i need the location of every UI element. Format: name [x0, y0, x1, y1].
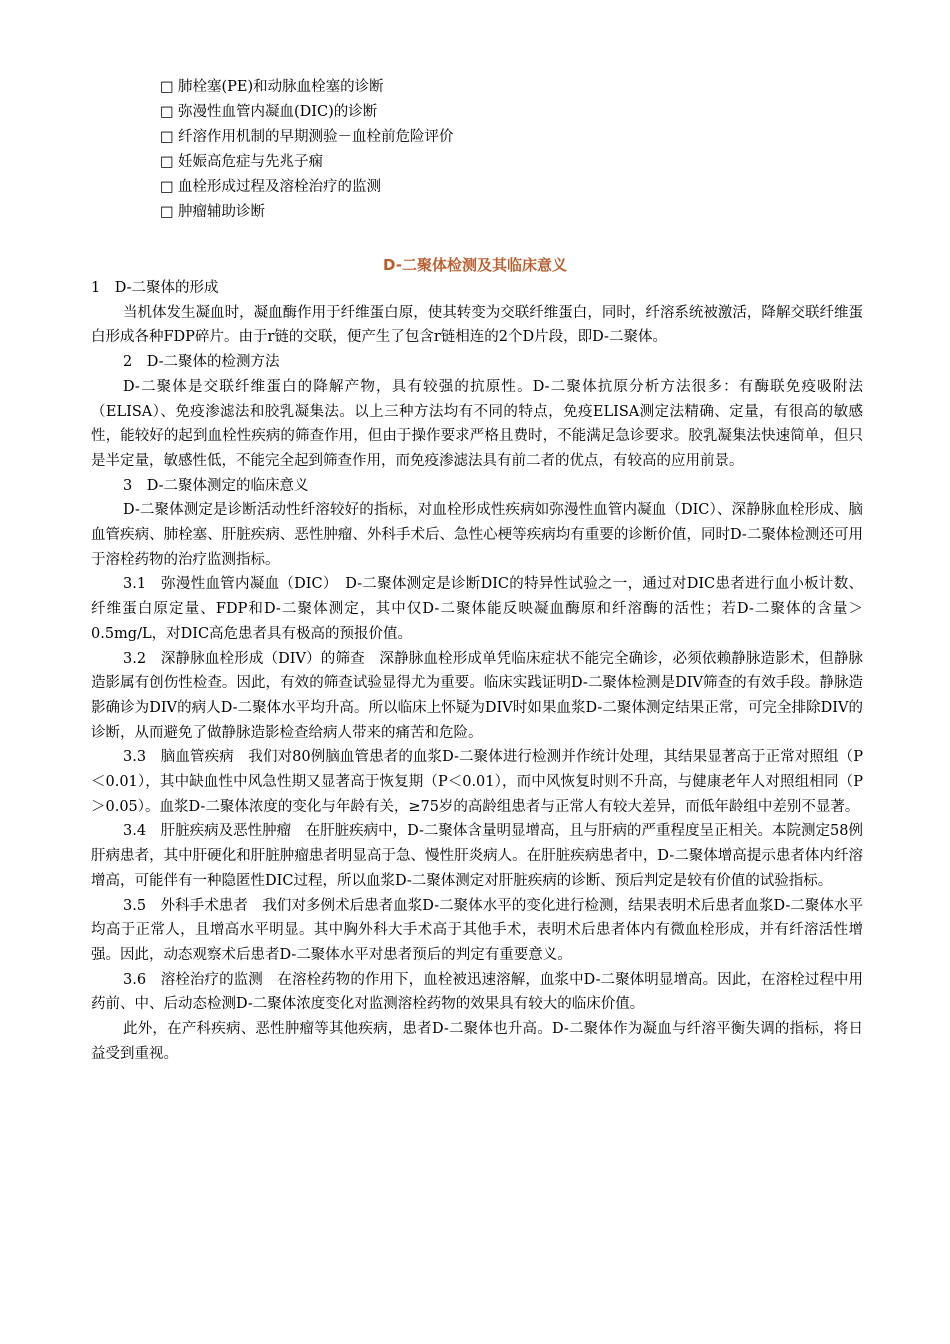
list-item: [160, 125, 454, 150]
checkbox-icon: □: [160, 79, 174, 95]
indication-list: [160, 75, 454, 225]
list-item: [160, 200, 454, 225]
section-1-paragraph: 当机体发生凝血时，凝血酶作用于纤维蛋白原，使其转变为交联纤维蛋白，同时，纤溶系统被激活，降解交联纤维蛋白形成各种FDP碎片。由于r链的交联，便产生了包含r链相连的2个D片段，即D-二聚体。: [91, 304, 863, 346]
section-3-heading: 3 D-二聚体测定的临床意义: [123, 477, 309, 494]
list-item-text: 妊娠高危症与先兆子痫: [178, 154, 323, 170]
article-body: [91, 276, 863, 1067]
section-2-paragraph: D-二聚体是交联纤维蛋白的降解产物，具有较强的抗原性。D-二聚体抗原分析方法很多：有酶联免疫吸附法（ELISA）、免疫渗滤法和胶乳凝集法。以上三种方法均有不同的特点，免疫ELISA测定法精确、定量，有很高的敏感性，能较好的起到血栓性疾病的筛查作用，但由于操作要求严格且费时，不能满足急诊要求。胶乳凝集法快速简单，但只是半定量，敏感性低，不能完全起到筛查作用，而免疫渗滤法具有前二者的优点，有较高的应用前景。: [91, 378, 863, 469]
section-3-6-paragraph: 3.6 溶栓治疗的监测 在溶栓药物的作用下，血栓被迅速溶解，血浆中D-二聚体明显增高。因此，在溶栓过程中用药前、中、后动态检测D-二聚体浓度变化对监测溶栓药物的效果具有较大的临床价值。: [91, 971, 863, 1013]
list-item-text: 肿瘤辅助诊断: [178, 204, 265, 220]
checkbox-icon: □: [160, 204, 174, 220]
checkbox-icon: □: [160, 179, 174, 195]
list-item-text: 肺栓塞(PE)和动脉血栓塞的诊断: [178, 79, 384, 95]
checkbox-icon: □: [160, 129, 174, 145]
section-1-heading: 1 D-二聚体的形成: [91, 280, 219, 296]
section-3-1-paragraph: 3.1 弥漫性血管内凝血（DIC） D-二聚体测定是诊断DIC的特异性试验之一，通过对DIC患者进行血小板计数、纤维蛋白原定量、FDP和D-二聚体测定，其中仅D-二聚体能反映凝血酶原和纤溶酶的活性；若D-二聚体的含量＞0.5mg/L，对DIC高危患者具有极高的预报价值。: [91, 576, 863, 642]
list-item-text: 弥漫性血管内凝血(DIC)的诊断: [178, 104, 378, 120]
section-3-3-paragraph: 3.3 脑血管疾病 我们对80例脑血管患者的血浆D-二聚体进行检测并作统计处理，其结果显著高于正常对照组（P＜0.01），其中缺血性中风急性期又显著高于恢复期（P＜0.01），而中风恢复时则不升高，与健康老年人对照组相同（P＞0.05）。血浆D-二聚体浓度的变化与年龄有关，≥75岁的高龄组患者与正常人有较大差异，而低年龄组中差别不显著。: [91, 749, 863, 815]
list-item-text: 血栓形成过程及溶栓治疗的监测: [178, 179, 381, 195]
section-2-heading: 2 D-二聚体的检测方法: [123, 354, 280, 371]
section-3-5-paragraph: 3.5 外科手术患者 我们对多例术后患者血浆D-二聚体水平的变化进行检测，结果表明术后患者血浆D-二聚体水平均高于正常人，且增高水平明显。其中胸外科大手术高于其他手术，表明术后患者体内有微血栓形成，并有纤溶活性增强。因此，动态观察术后患者D-二聚体水平对患者预后的判定有重要意义。: [91, 897, 863, 963]
list-item-text: 纤溶作用机制的早期测验－血栓前危险评价: [178, 129, 454, 145]
list-item: [160, 175, 454, 200]
section-3-2-paragraph: 3.2 深静脉血栓形成（DIV）的筛查 深静脉血栓形成单凭临床症状不能完全确诊，必须依赖静脉造影术，但静脉造影属有创伤性检查。因此，有效的筛查试验显得尤为重要。临床实践证明D-二聚体检测是DIV筛查的有效手段。静脉造影确诊为DIV的病人D-二聚体水平均升高。所以临床上怀疑为DIV时如果血浆D-二聚体测定结果正常，可完全排除DIV的诊断，从而避免了做静脉造影检查给病人带来的痛苦和危险。: [91, 650, 863, 741]
article-title: D-二聚体检测及其临床意义: [383, 256, 567, 274]
list-item: [160, 150, 454, 175]
checkbox-icon: □: [160, 154, 174, 170]
closing-paragraph: 此外，在产科疾病、恶性肿瘤等其他疾病，患者D-二聚体也升高。D-二聚体作为凝血与纤溶平衡失调的指标，将日益受到重视。: [91, 1021, 863, 1062]
list-item: [160, 75, 454, 100]
section-3-4-paragraph: 3.4 肝脏疾病及恶性肿瘤 在肝脏疾病中，D-二聚体含量明显增高，且与肝病的严重程度呈正相关。本院测定58例肝病患者，其中肝硬化和肝脏肿瘤患者明显高于急、慢性肝炎病人。在肝脏疾病患者中，D-二聚体增高提示患者体内纤溶增高，可能伴有一种隐匿性DIC过程，所以血浆D-二聚体测定对肝脏疾病的诊断、预后判定是较有价值的试验指标。: [91, 823, 863, 889]
section-3-paragraph: D-二聚体测定是诊断活动性纤溶较好的指标，对血栓形成性疾病如弥漫性血管内凝血（DIC）、深静脉血栓形成、脑血管疾病、肺栓塞、肝脏疾病、恶性肿瘤、外科手术后、急性心梗等疾病均有重要的诊断价值，同时D-二聚体检测还可用于溶栓药物的治疗监测指标。: [91, 502, 863, 568]
list-item: [160, 100, 454, 125]
checkbox-icon: □: [160, 104, 174, 120]
